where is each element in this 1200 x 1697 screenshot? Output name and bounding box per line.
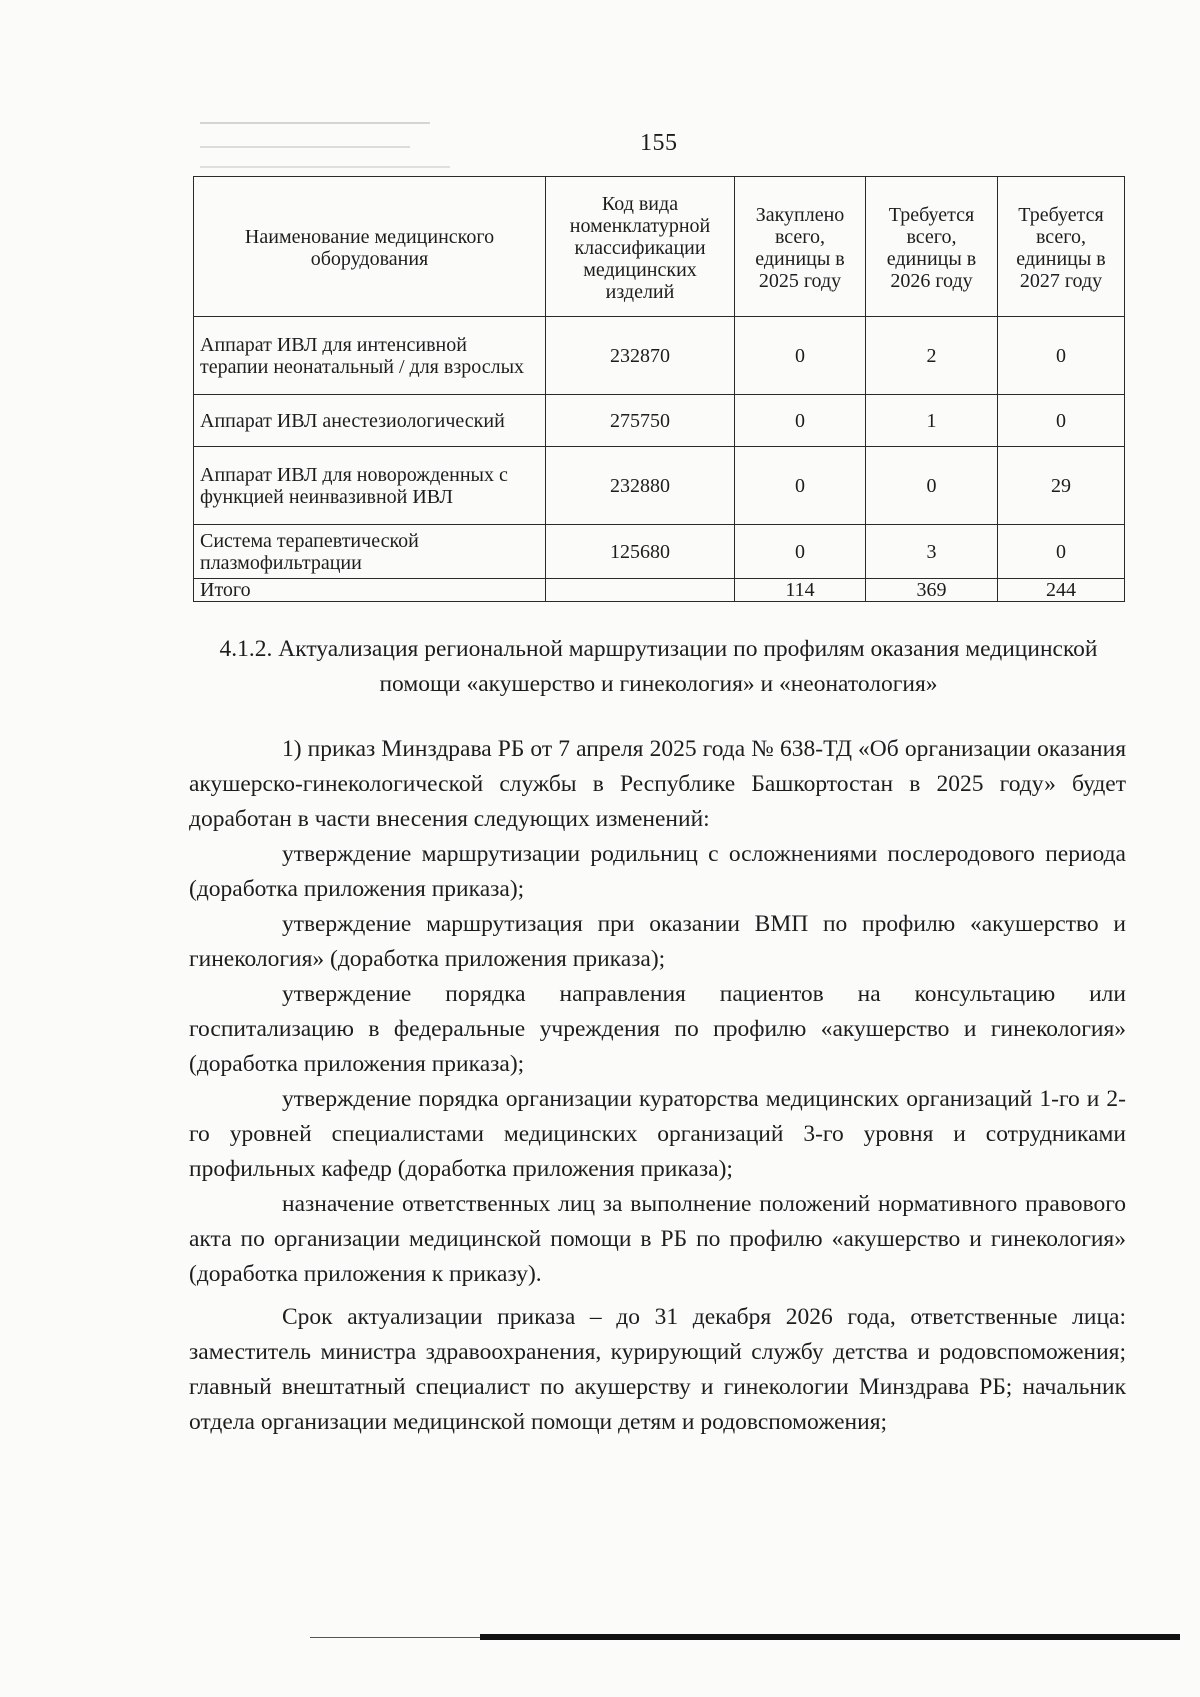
table-header-row bbox=[194, 177, 1125, 317]
header-required-2026: Требуется всего, единицы в 2026 году bbox=[866, 177, 998, 317]
table-row bbox=[194, 395, 1125, 447]
total-code bbox=[546, 579, 735, 602]
header-required-2027: Требуется всего, единицы в 2027 году bbox=[998, 177, 1125, 317]
table-row bbox=[194, 317, 1125, 395]
row-2025: 0 bbox=[735, 525, 866, 579]
header-purchased-2025: Закуплено всего, единицы в 2025 году bbox=[735, 177, 866, 317]
paragraph-deadline: Срок актуализации приказа – до 31 декабря 2026 года, ответственные лица: заместитель министра здравоохранения, курирующий службу детства и родовспоможения; главный внештатный специалист по акушерству и гинекологии Минздрава РБ; начальник отдела организации медицинской помощи детям и родовспоможения; bbox=[189, 1304, 1126, 1435]
row-equipment-name: Аппарат ИВЛ для новорожденных с функцией неинвазивной ИВЛ bbox=[194, 447, 546, 525]
total-2025: 114 bbox=[735, 579, 866, 602]
row-2027: 0 bbox=[998, 395, 1125, 447]
page-number: 155 bbox=[640, 130, 678, 156]
row-code: 125680 bbox=[546, 525, 735, 579]
row-2027: 0 bbox=[998, 525, 1125, 579]
row-2026: 0 bbox=[866, 447, 998, 525]
section-heading: 4.1.2. Актуализация региональной маршрутизации по профилям оказания медицинской помощи «акушерство и гинекология» и «неонатология» bbox=[219, 636, 1098, 697]
table-total-row bbox=[194, 579, 1125, 602]
paragraph-item: утверждение порядка направления пациентов на консультацию или госпитализацию в федеральные учреждения по профилю «акушерство и гинекология» (доработка приложения приказа); bbox=[189, 981, 1126, 1077]
row-2025: 0 bbox=[735, 317, 866, 395]
scan-artifact bbox=[200, 166, 450, 168]
table-row bbox=[194, 525, 1125, 579]
scan-artifact bbox=[200, 146, 410, 148]
row-2027: 29 bbox=[998, 447, 1125, 525]
header-nomenclature-code: Код вида номенклатурной классификации медицинских изделий bbox=[546, 177, 735, 317]
equipment-table bbox=[193, 176, 1125, 602]
paragraph-item: назначение ответственных лиц за выполнение положений нормативного правового акта по организации медицинской помощи в РБ по профилю «акушерство и гинекология» (доработка приложения к приказу). bbox=[189, 1191, 1126, 1287]
row-2027: 0 bbox=[998, 317, 1125, 395]
row-2026: 3 bbox=[866, 525, 998, 579]
row-2025: 0 bbox=[735, 395, 866, 447]
paragraph-item: утверждение маршрутизация при оказании ВМП по профилю «акушерство и гинекология» (доработка приложения приказа); bbox=[189, 911, 1126, 972]
table-row bbox=[194, 447, 1125, 525]
footer-rule bbox=[310, 1637, 480, 1638]
paragraph-item: утверждение маршрутизации родильниц с осложнениями послеродового периода (доработка приложения приказа); bbox=[189, 841, 1126, 902]
row-code: 232870 bbox=[546, 317, 735, 395]
row-equipment-name: Аппарат ИВЛ анестезиологический bbox=[194, 395, 546, 447]
row-2026: 2 bbox=[866, 317, 998, 395]
row-code: 232880 bbox=[546, 447, 735, 525]
total-label: Итого bbox=[194, 579, 546, 602]
footer-rule-bold bbox=[480, 1634, 1180, 1640]
row-code: 275750 bbox=[546, 395, 735, 447]
header-equipment-name: Наименование медицинского оборудования bbox=[194, 177, 546, 317]
total-2027: 244 bbox=[998, 579, 1125, 602]
paragraph-order-intro: 1) приказ Минздрава РБ от 7 апреля 2025 года № 638-ТД «Об организации оказания акушерско-гинекологической службы в Республике Башкортостан в 2025 году» будет доработан в части внесения следующих изменений: bbox=[189, 736, 1126, 832]
total-2026: 369 bbox=[866, 579, 998, 602]
row-2026: 1 bbox=[866, 395, 998, 447]
row-equipment-name: Система терапевтической плазмофильтрации bbox=[194, 525, 546, 579]
row-2025: 0 bbox=[735, 447, 866, 525]
section-body bbox=[189, 732, 1126, 1440]
paragraph-item: утверждение порядка организации кураторства медицинских организаций 1-го и 2-го уровней специалистами медицинских организаций 3-го уровня и сотрудниками профильных кафедр (доработка приложения приказа); bbox=[189, 1086, 1126, 1182]
row-equipment-name: Аппарат ИВЛ для интенсивной терапии неонатальный / для взрослых bbox=[194, 317, 546, 395]
scan-artifact bbox=[200, 122, 430, 124]
